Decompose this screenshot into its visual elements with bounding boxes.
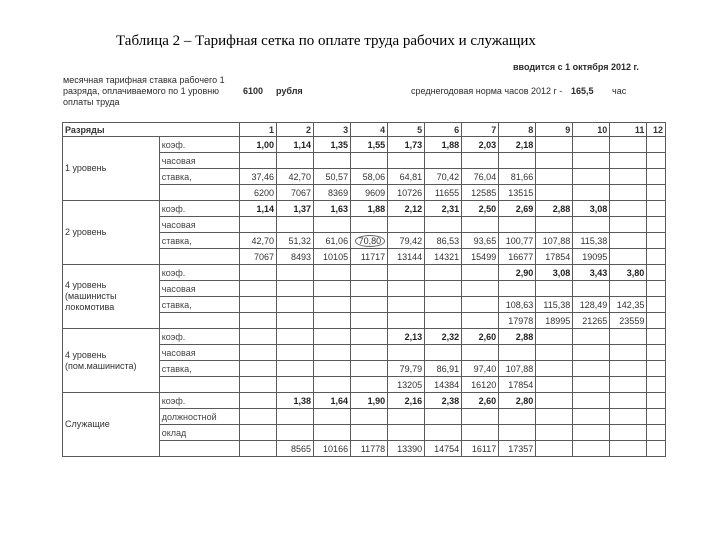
empty-cell	[277, 153, 314, 169]
grade-header-9: 9	[536, 123, 573, 137]
hourly-cell	[351, 297, 388, 313]
coef-cell	[351, 329, 388, 345]
coef-cell: 3,08	[573, 201, 610, 217]
empty-cell	[499, 217, 536, 233]
hourly-cell: 61,06	[314, 233, 351, 249]
grade-header-2: 2	[277, 123, 314, 137]
monthly-cell	[647, 313, 666, 329]
hourly-cell: 115,38	[573, 233, 610, 249]
empty-cell	[239, 217, 276, 233]
monthly-cell: 6200	[239, 185, 276, 201]
grade-header-12: 12	[647, 123, 666, 137]
coef-label: коэф.	[159, 137, 239, 153]
monthly-cell	[425, 313, 462, 329]
coef-cell	[462, 265, 499, 281]
monthly-cell	[239, 377, 276, 393]
coef-row	[63, 393, 666, 409]
coef-cell: 3,08	[536, 265, 573, 281]
monthly-cell: 17854	[499, 377, 536, 393]
row-label: ставка,	[159, 233, 239, 249]
empty-cell	[536, 345, 573, 361]
hourly-cell	[647, 361, 666, 377]
hourly-cell	[610, 233, 647, 249]
group-name: 4 уровень (пом.машиниста)	[63, 329, 160, 393]
empty-cell	[573, 281, 610, 297]
empty-cell	[499, 345, 536, 361]
coef-cell	[239, 393, 276, 409]
empty-cell	[277, 217, 314, 233]
monthly-cell	[239, 441, 276, 457]
coef-cell: 2,31	[425, 201, 462, 217]
empty-cell	[425, 217, 462, 233]
monthly-cell	[647, 377, 666, 393]
empty-cell	[314, 345, 351, 361]
coef-cell: 3,43	[573, 265, 610, 281]
hourly-cell	[277, 297, 314, 313]
hourly-cell	[647, 425, 666, 441]
group-name: 2 уровень	[63, 201, 160, 265]
coef-cell	[277, 265, 314, 281]
coef-cell: 2,32	[425, 329, 462, 345]
coef-cell: 1,90	[351, 393, 388, 409]
empty-label-cell	[159, 441, 239, 457]
hourly-cell	[647, 297, 666, 313]
empty-cell	[314, 153, 351, 169]
coef-cell	[573, 329, 610, 345]
monthly-cell: 8493	[277, 249, 314, 265]
coef-cell: 2,12	[388, 201, 425, 217]
empty-cell	[499, 281, 536, 297]
coef-cell	[425, 265, 462, 281]
coef-label: коэф.	[159, 201, 239, 217]
coef-cell	[573, 137, 610, 153]
empty-cell	[314, 281, 351, 297]
coef-cell: 1,14	[239, 201, 276, 217]
coef-cell: 2,60	[462, 393, 499, 409]
group-name: 4 уровень (машинисты локомотива	[63, 265, 160, 329]
empty-cell	[277, 409, 314, 425]
hourly-cell: 76,04	[462, 169, 499, 185]
monthly-cell: 14754	[425, 441, 462, 457]
empty-cell	[351, 153, 388, 169]
hourly-cell	[277, 361, 314, 377]
hourly-cell	[425, 297, 462, 313]
grade-header-1: 1	[239, 123, 276, 137]
empty-cell	[610, 217, 647, 233]
hourly-cell	[314, 361, 351, 377]
monthly-cell	[573, 441, 610, 457]
row-label: ставка,	[159, 169, 239, 185]
monthly-cell: 8369	[314, 185, 351, 201]
monthly-cell: 16120	[462, 377, 499, 393]
coef-cell: 1,88	[351, 201, 388, 217]
coef-row	[63, 137, 666, 153]
hourly-cell	[647, 169, 666, 185]
monthly-cell: 11655	[425, 185, 462, 201]
circled-value: 70,80	[355, 235, 386, 247]
grade-header-10: 10	[573, 123, 610, 137]
coef-cell	[351, 265, 388, 281]
coef-cell: 1,37	[277, 201, 314, 217]
header-row	[63, 123, 666, 137]
coef-cell	[536, 393, 573, 409]
monthly-cell: 12585	[462, 185, 499, 201]
hourly-cell	[425, 425, 462, 441]
empty-cell	[388, 217, 425, 233]
hourly-cell	[573, 361, 610, 377]
hourly-cell	[351, 233, 388, 249]
hourly-cell	[536, 425, 573, 441]
hourly-cell	[239, 425, 276, 441]
monthly-cell: 13390	[388, 441, 425, 457]
hourly-cell	[388, 297, 425, 313]
coef-cell	[314, 329, 351, 345]
hourly-cell: 79,42	[388, 233, 425, 249]
empty-cell	[277, 345, 314, 361]
monthly-cell: 13515	[499, 185, 536, 201]
row-label: часовая	[159, 153, 239, 169]
hourly-cell	[314, 425, 351, 441]
hourly-cell: 115,38	[536, 297, 573, 313]
coef-cell: 2,16	[388, 393, 425, 409]
empty-cell	[647, 345, 666, 361]
monthly-cell: 17978	[499, 313, 536, 329]
monthly-cell: 13144	[388, 249, 425, 265]
monthly-cell: 16677	[499, 249, 536, 265]
hourly-cell	[573, 425, 610, 441]
hourly-cell: 81,66	[499, 169, 536, 185]
monthly-cell	[573, 185, 610, 201]
empty-cell	[610, 281, 647, 297]
hourly-cell	[647, 233, 666, 249]
table-title: Таблица 2 – Тарифная сетка по оплате труда рабочих и служащих	[116, 33, 536, 49]
empty-cell	[647, 217, 666, 233]
monthly-cell: 10166	[314, 441, 351, 457]
hourly-cell	[462, 297, 499, 313]
hourly-cell	[462, 425, 499, 441]
monthly-cell	[647, 249, 666, 265]
hourly-cell	[610, 169, 647, 185]
monthly-cell: 15499	[462, 249, 499, 265]
coef-cell	[314, 265, 351, 281]
grade-header-7: 7	[462, 123, 499, 137]
empty-cell	[462, 281, 499, 297]
empty-cell	[462, 153, 499, 169]
monthly-cell: 19095	[573, 249, 610, 265]
empty-cell	[314, 409, 351, 425]
monthly-cell	[573, 377, 610, 393]
intro-date: вводится с 1 октября 2012 г.	[513, 62, 639, 72]
hourly-cell: 128,49	[573, 297, 610, 313]
empty-cell	[536, 153, 573, 169]
coef-label: коэф.	[159, 329, 239, 345]
monthly-cell	[351, 377, 388, 393]
empty-label-cell	[159, 185, 239, 201]
group-name: Служащие	[63, 393, 160, 457]
monthly-cell	[610, 249, 647, 265]
coef-cell	[647, 137, 666, 153]
hourly-cell: 97,40	[462, 361, 499, 377]
empty-cell	[647, 281, 666, 297]
currency-label: рубля	[276, 86, 303, 96]
coef-cell	[610, 329, 647, 345]
norm-label: среднегодовая норма часов 2012 г -	[411, 86, 563, 96]
monthly-cell	[610, 377, 647, 393]
monthly-cell: 7067	[277, 185, 314, 201]
coef-cell: 2,13	[388, 329, 425, 345]
coef-cell	[647, 329, 666, 345]
coef-cell	[647, 201, 666, 217]
empty-cell	[388, 153, 425, 169]
hourly-cell: 58,06	[351, 169, 388, 185]
row-label: ставка,	[159, 297, 239, 313]
monthly-cell: 11778	[351, 441, 388, 457]
monthly-cell	[277, 377, 314, 393]
coef-cell: 1,14	[277, 137, 314, 153]
hourly-cell: 108,63	[499, 297, 536, 313]
coef-cell: 1,88	[425, 137, 462, 153]
empty-cell	[573, 217, 610, 233]
coef-label: коэф.	[159, 265, 239, 281]
hourly-cell: 79,79	[388, 361, 425, 377]
group-name: 1 уровень	[63, 137, 160, 201]
coef-cell	[573, 393, 610, 409]
monthly-cell	[610, 441, 647, 457]
empty-cell	[610, 153, 647, 169]
monthly-cell	[462, 313, 499, 329]
monthly-cell: 10726	[388, 185, 425, 201]
hourly-cell: 86,53	[425, 233, 462, 249]
coef-cell	[239, 265, 276, 281]
coef-row	[63, 201, 666, 217]
empty-cell	[239, 345, 276, 361]
monthly-cell: 16117	[462, 441, 499, 457]
hourly-cell	[239, 297, 276, 313]
empty-cell	[351, 217, 388, 233]
row-label: часовая	[159, 345, 239, 361]
hourly-cell	[351, 361, 388, 377]
hourly-cell: 51,32	[277, 233, 314, 249]
coef-cell: 1,64	[314, 393, 351, 409]
coef-cell: 2,50	[462, 201, 499, 217]
empty-cell	[425, 345, 462, 361]
hourly-cell: 37,46	[239, 169, 276, 185]
coef-cell	[277, 329, 314, 345]
hourly-cell	[351, 425, 388, 441]
monthly-cell: 18995	[536, 313, 573, 329]
empty-cell	[499, 153, 536, 169]
grade-header-6: 6	[425, 123, 462, 137]
coef-cell: 2,60	[462, 329, 499, 345]
hourly-cell: 86,91	[425, 361, 462, 377]
grade-header-11: 11	[610, 123, 647, 137]
empty-cell	[573, 345, 610, 361]
monthly-cell	[536, 185, 573, 201]
coef-cell: 1,55	[351, 137, 388, 153]
hourly-cell: 107,88	[499, 361, 536, 377]
monthly-cell: 8565	[277, 441, 314, 457]
coef-cell: 1,63	[314, 201, 351, 217]
empty-cell	[425, 153, 462, 169]
row-label: часовая	[159, 281, 239, 297]
monthly-cell	[647, 441, 666, 457]
hourly-cell	[314, 297, 351, 313]
hourly-cell	[388, 425, 425, 441]
coef-cell: 2,18	[499, 137, 536, 153]
empty-cell	[239, 153, 276, 169]
coef-label: коэф.	[159, 393, 239, 409]
empty-cell	[351, 345, 388, 361]
coef-cell: 2,69	[499, 201, 536, 217]
hourly-cell	[239, 361, 276, 377]
hourly-cell: 107,88	[536, 233, 573, 249]
grade-header-5: 5	[388, 123, 425, 137]
coef-cell	[239, 329, 276, 345]
hourly-cell	[573, 169, 610, 185]
coef-cell: 2,88	[536, 201, 573, 217]
coef-cell	[610, 393, 647, 409]
coef-row	[63, 329, 666, 345]
monthly-cell: 14384	[425, 377, 462, 393]
grade-header-3: 3	[314, 123, 351, 137]
empty-cell	[573, 409, 610, 425]
monthly-cell: 23559	[610, 313, 647, 329]
coef-cell	[536, 137, 573, 153]
hourly-cell: 70,42	[425, 169, 462, 185]
coef-cell: 1,35	[314, 137, 351, 153]
monthly-cell	[314, 377, 351, 393]
empty-label-cell	[159, 377, 239, 393]
empty-cell	[462, 409, 499, 425]
empty-label-cell	[159, 313, 239, 329]
monthly-cell	[647, 185, 666, 201]
empty-cell	[425, 409, 462, 425]
empty-cell	[536, 217, 573, 233]
coef-cell	[610, 137, 647, 153]
empty-cell	[239, 281, 276, 297]
empty-cell	[647, 409, 666, 425]
monthly-rate-value: 6100	[243, 86, 264, 96]
empty-cell	[573, 153, 610, 169]
coef-cell	[388, 265, 425, 281]
coef-cell: 1,00	[239, 137, 276, 153]
row-label: оклад	[159, 425, 239, 441]
hourly-cell	[277, 425, 314, 441]
header-grades-label: Разряды	[63, 123, 240, 137]
empty-cell	[388, 409, 425, 425]
monthly-cell: 17357	[499, 441, 536, 457]
monthly-cell	[536, 441, 573, 457]
row-label: часовая	[159, 217, 239, 233]
coef-cell: 2,38	[425, 393, 462, 409]
empty-cell	[425, 281, 462, 297]
empty-cell	[499, 409, 536, 425]
coef-cell	[647, 265, 666, 281]
coef-cell: 2,90	[499, 265, 536, 281]
monthly-cell	[388, 313, 425, 329]
hourly-cell: 42,70	[239, 233, 276, 249]
monthly-cell	[536, 377, 573, 393]
monthly-cell	[314, 313, 351, 329]
empty-cell	[351, 281, 388, 297]
monthly-cell	[239, 313, 276, 329]
monthly-rate-label: месячная тарифная ставка рабочего 1 разряда, оплачиваемого по 1 уровню оплаты труда	[63, 75, 225, 107]
tariff-grid-table	[62, 122, 666, 457]
coef-row	[63, 265, 666, 281]
norm-value: 165,5	[571, 86, 594, 96]
monthly-cell	[351, 313, 388, 329]
empty-label-cell	[159, 249, 239, 265]
coef-cell: 1,38	[277, 393, 314, 409]
hourly-cell	[499, 425, 536, 441]
monthly-cell: 17854	[536, 249, 573, 265]
empty-cell	[647, 153, 666, 169]
coef-cell: 2,88	[499, 329, 536, 345]
grade-header-8: 8	[499, 123, 536, 137]
coef-cell: 3,80	[610, 265, 647, 281]
coef-cell: 2,80	[499, 393, 536, 409]
row-label: должностной	[159, 409, 239, 425]
monthly-cell	[277, 313, 314, 329]
empty-cell	[388, 345, 425, 361]
hourly-cell	[536, 169, 573, 185]
hourly-cell: 64,81	[388, 169, 425, 185]
hourly-cell: 142,35	[610, 297, 647, 313]
monthly-cell: 21265	[573, 313, 610, 329]
monthly-cell: 13205	[388, 377, 425, 393]
hourly-cell: 50,57	[314, 169, 351, 185]
monthly-cell: 10105	[314, 249, 351, 265]
monthly-cell: 9609	[351, 185, 388, 201]
empty-cell	[536, 281, 573, 297]
empty-cell	[462, 217, 499, 233]
hourly-cell: 42,70	[277, 169, 314, 185]
norm-unit: час	[612, 86, 627, 96]
hourly-cell: 93,65	[462, 233, 499, 249]
empty-cell	[314, 217, 351, 233]
coef-cell: 1,73	[388, 137, 425, 153]
coef-cell: 2,03	[462, 137, 499, 153]
grade-header-4: 4	[351, 123, 388, 137]
hourly-cell	[610, 425, 647, 441]
empty-cell	[610, 345, 647, 361]
empty-cell	[536, 409, 573, 425]
coef-cell	[610, 201, 647, 217]
row-label: ставка,	[159, 361, 239, 377]
coef-cell	[647, 393, 666, 409]
monthly-cell: 14321	[425, 249, 462, 265]
empty-cell	[351, 409, 388, 425]
empty-cell	[239, 409, 276, 425]
hourly-cell	[610, 361, 647, 377]
empty-cell	[277, 281, 314, 297]
hourly-cell: 100,77	[499, 233, 536, 249]
coef-cell	[536, 329, 573, 345]
empty-cell	[610, 409, 647, 425]
hourly-cell	[536, 361, 573, 377]
empty-cell	[388, 281, 425, 297]
monthly-cell	[610, 185, 647, 201]
monthly-cell: 7067	[239, 249, 276, 265]
monthly-cell: 11717	[351, 249, 388, 265]
empty-cell	[462, 345, 499, 361]
